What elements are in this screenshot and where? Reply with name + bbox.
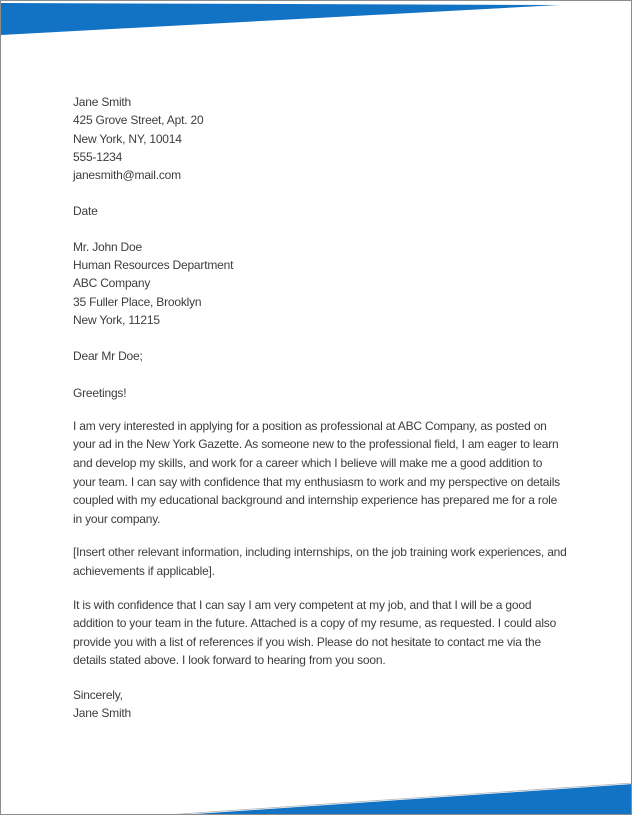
sender-name: Jane Smith [73, 95, 132, 109]
sender-city: New York, NY, 10014 [73, 131, 182, 146]
top-left-accent-wedge [1, 3, 559, 35]
greeting: Greetings! [73, 385, 127, 400]
recipient-company: ABC Company [73, 276, 151, 291]
body-paragraph-1: I am very interested in applying for a position as professional at ABC Company, as posted on your ad in the New York Gazette. As someone new to the professional field, I am eager to learn and develop my skills, and work for a career which I believe will make me a good addition to your team. I can say with confidence that my enthusiasm to work and my perspective on details coupled with my educational background and internship experience has prepared me for a role in your company. [73, 418, 560, 526]
date-label: Date [73, 204, 98, 219]
salutation: Dear Mr Doe; [73, 349, 143, 364]
sender-email: janesmith@mail.com [73, 168, 181, 183]
body-paragraph-3: It is with confidence that I can say I am very competent at my job, and that I will be a good addition to your team in the future. Attached is a copy of my resume, as requested. I could also provide you with a list of references if you wish. Please do not hesitate to contact me via the details stated above. I look forward to hearing from you soon. [73, 597, 557, 668]
bottom-right-accent-wedge [166, 784, 632, 815]
recipient-department: Human Resources Department [73, 258, 234, 273]
signature-name: Jane Smith [73, 706, 132, 721]
letter-body [73, 93, 567, 723]
sender-block [73, 93, 567, 184]
bottom-accent-edge [166, 783, 632, 815]
recipient-street: 35 Fuller Place, Brooklyn [73, 294, 202, 309]
body-paragraph-2: [Insert other relevant information, including internships, on the job training work experiences, and achievements if applicable]. [73, 545, 567, 579]
sender-phone: 555-1234 [73, 149, 123, 164]
recipient-name: Mr. John Doe [73, 239, 142, 254]
recipient-city: New York, 11215 [73, 312, 160, 327]
sender-street: 425 Grove Street, Apt. 20 [73, 113, 204, 128]
recipient-block [73, 238, 567, 329]
closing: Sincerely, [73, 687, 123, 702]
date-placeholder [73, 202, 567, 220]
